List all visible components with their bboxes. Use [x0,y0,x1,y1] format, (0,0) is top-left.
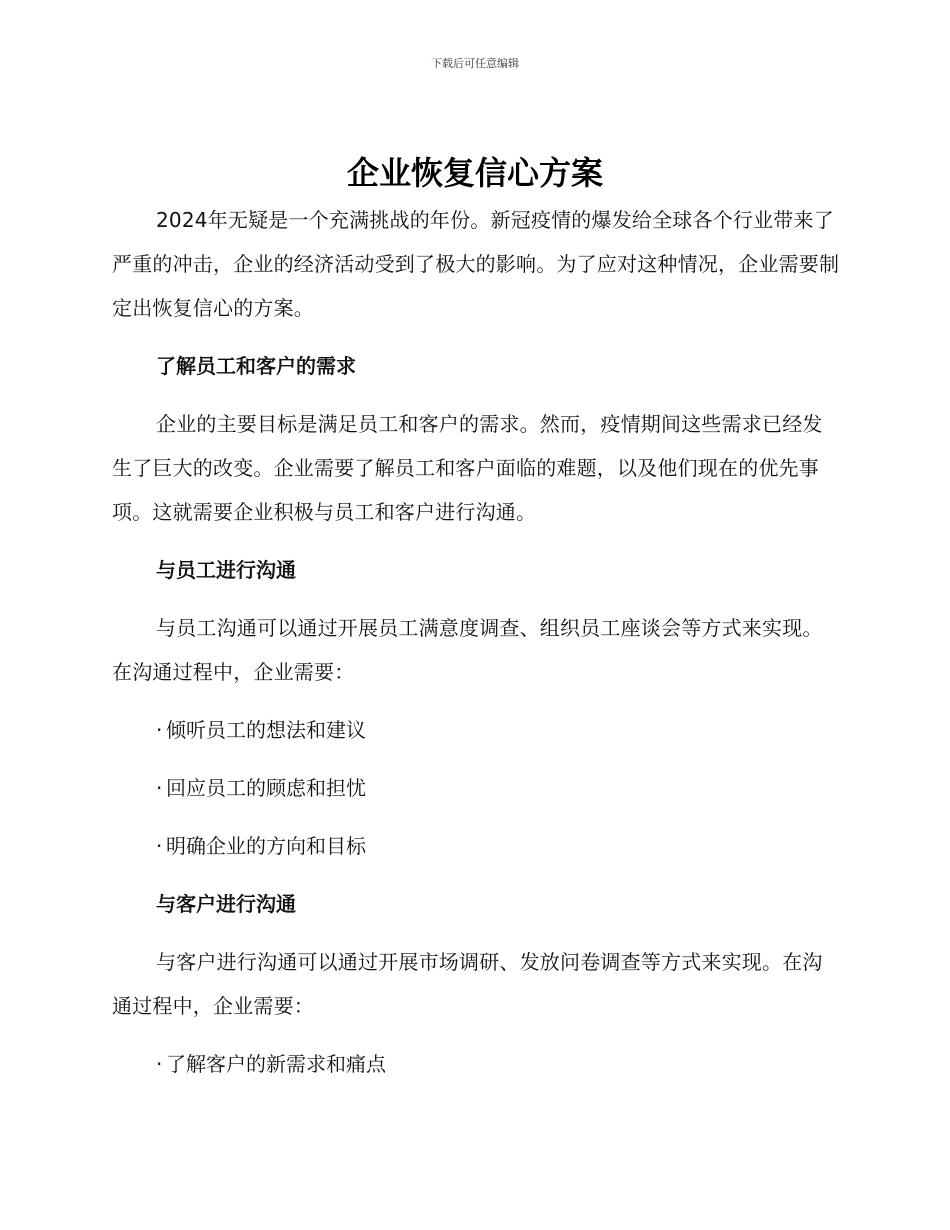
bullet-text: 回应员工的顾虑和担忧 [166,776,366,800]
section-heading: 与员工进行沟通 [156,558,296,582]
bullet-text: 了解客户的新需求和痛点 [166,1052,386,1076]
section-employees [112,548,840,868]
section-paragraph: 企业的主要目标是满足员工和客户的需求。然而，疫情期间这些需求已经发生了巨大的改变。企业需要了解员工和客户面临的难题，以及他们现在的优先事项。这就需要企业积极与员工和客户进行沟通。 [112,412,823,524]
bullet-item [112,766,840,810]
bullet-item [112,708,840,752]
bullet-item [112,824,840,868]
section-paragraph: 与员工沟通可以通过开展员工满意度调查、组织员工座谈会等方式来实现。在沟通过程中，企业需要： [112,616,823,684]
section-paragraph: 与客户进行沟通可以通过开展市场调研、发放问卷调查等方式来实现。在沟通过程中，企业需要： [112,950,823,1018]
section-heading: 与客户进行沟通 [156,892,296,916]
bullet-text: 倾听员工的想法和建议 [166,718,366,742]
intro-paragraph: 2024年无疑是一个充满挑战的年份。新冠疫情的爆发给全球各个行业带来了严重的冲击，企业的经济活动受到了极大的影响。为了应对这种情况，企业需要制定出恢复信心的方案。 [112,208,840,320]
bullet-dot-icon: · [156,834,163,858]
header-note: 下载后可任意编辑 [431,57,519,70]
section-heading: 了解员工和客户的需求 [156,354,356,378]
bullet-dot-icon: · [156,718,163,742]
document-title: 企业恢复信心方案 [346,154,603,192]
bullet-list [112,708,840,868]
bullet-item [112,1042,840,1086]
bullet-list [112,1042,840,1086]
document-body [112,198,840,1100]
bullet-dot-icon: · [156,1052,163,1076]
section-needs [112,344,840,534]
bullet-text: 明确企业的方向和目标 [166,834,366,858]
bullet-dot-icon: · [156,776,163,800]
section-customers [112,882,840,1086]
